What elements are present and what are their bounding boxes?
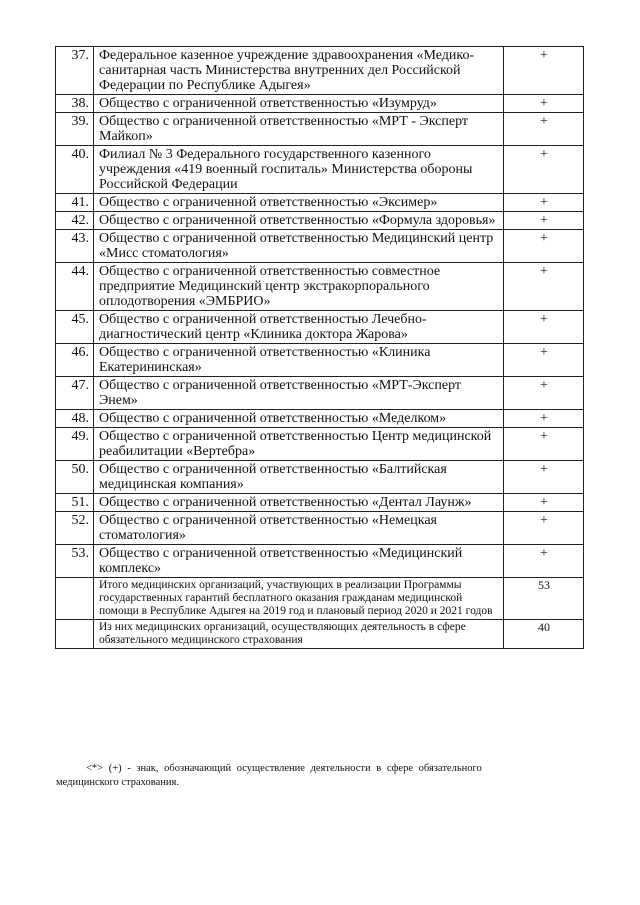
organization-name: Общество с ограниченной ответственностью «Немецкая стоматология» [94, 512, 504, 545]
totals-value: 53 [504, 578, 584, 620]
table-row [56, 428, 584, 461]
footnote-line-2: медицинского страхования. [56, 777, 179, 788]
row-number: 52. [56, 512, 94, 545]
row-number: 43. [56, 230, 94, 263]
organization-name: Общество с ограниченной ответственностью «Изумруд» [94, 95, 504, 113]
row-number: 39. [56, 113, 94, 146]
row-number: 38. [56, 95, 94, 113]
oms-mark: + [504, 146, 584, 194]
empty-number-cell [56, 620, 94, 649]
table-row [56, 113, 584, 146]
oms-mark: + [504, 377, 584, 410]
oms-mark: + [504, 494, 584, 512]
table-row [56, 461, 584, 494]
organization-name: Общество с ограниченной ответственностью «Меделком» [94, 410, 504, 428]
oms-mark: + [504, 344, 584, 377]
oms-mark: + [504, 545, 584, 578]
table-row [56, 494, 584, 512]
organization-name: Общество с ограниченной ответственностью «МРТ - Эксперт Майкоп» [94, 113, 504, 146]
row-number: 48. [56, 410, 94, 428]
table-row [56, 545, 584, 578]
oms-mark: + [504, 263, 584, 311]
row-number: 40. [56, 146, 94, 194]
oms-mark: + [504, 410, 584, 428]
table-row [56, 230, 584, 263]
organization-name: Филиал № 3 Федерального государственного казенного учреждения «419 военный госпиталь» Министерства обороны Российской Федерации [94, 146, 504, 194]
oms-mark: + [504, 428, 584, 461]
table-row [56, 212, 584, 230]
oms-mark: + [504, 311, 584, 344]
organization-name: Федеральное казенное учреждение здравоохранения «Медико-санитарная часть Министерства внутренних дел Российской Федерации по Республике Адыгея» [94, 47, 504, 95]
row-number: 44. [56, 263, 94, 311]
table-row [56, 146, 584, 194]
table-row [56, 512, 584, 545]
totals-row [56, 578, 584, 620]
row-number: 41. [56, 194, 94, 212]
row-number: 42. [56, 212, 94, 230]
row-number: 53. [56, 545, 94, 578]
oms-mark: + [504, 95, 584, 113]
organizations-table [55, 46, 584, 649]
oms-mark: + [504, 47, 584, 95]
table-row [56, 377, 584, 410]
organization-name: Общество с ограниченной ответственностью совместное предприятие Медицинский центр экстракорпорального оплодотворения «ЭМБРИО» [94, 263, 504, 311]
table-row [56, 311, 584, 344]
organization-name: Общество с ограниченной ответственностью Лечебно-диагностический центр «Клиника доктора Жарова» [94, 311, 504, 344]
footnote-line-1: <*> (+) - знак, обозначающий осуществление деятельности в сфере обязательного [86, 763, 482, 774]
oms-mark: + [504, 113, 584, 146]
table-row [56, 95, 584, 113]
organization-name: Общество с ограниченной ответственностью «МРТ-Эксперт Энем» [94, 377, 504, 410]
totals-label: Итого медицинских организаций, участвующих в реализации Программы государственных гарантий бесплатного оказания гражданам медицинской помощи в Республике Адыгея на 2019 год и плановый период 2020 и 2021 годов [94, 578, 504, 620]
row-number: 49. [56, 428, 94, 461]
empty-number-cell [56, 578, 94, 620]
oms-mark: + [504, 194, 584, 212]
organization-name: Общество с ограниченной ответственностью «Дентал Лаунж» [94, 494, 504, 512]
organizations-table-body [56, 47, 584, 649]
oms-mark: + [504, 461, 584, 494]
totals-row [56, 620, 584, 649]
row-number: 37. [56, 47, 94, 95]
organization-name: Общество с ограниченной ответственностью Центр медицинской реабилитации «Вертебра» [94, 428, 504, 461]
totals-label: Из них медицинских организаций, осуществляющих деятельность в сфере обязательного медицинского страхования [94, 620, 504, 649]
table-row [56, 344, 584, 377]
organization-name: Общество с ограниченной ответственностью «Формула здоровья» [94, 212, 504, 230]
oms-mark: + [504, 230, 584, 263]
organization-name: Общество с ограниченной ответственностью Медицинский центр «Мисс стоматология» [94, 230, 504, 263]
table-row [56, 410, 584, 428]
oms-mark: + [504, 512, 584, 545]
totals-value: 40 [504, 620, 584, 649]
oms-mark: + [504, 212, 584, 230]
table-row [56, 263, 584, 311]
table-row [56, 47, 584, 95]
organization-name: Общество с ограниченной ответственностью «Клиника Екатерининская» [94, 344, 504, 377]
row-number: 45. [56, 311, 94, 344]
row-number: 47. [56, 377, 94, 410]
table-row [56, 194, 584, 212]
row-number: 46. [56, 344, 94, 377]
organization-name: Общество с ограниченной ответственностью «Медицинский комплекс» [94, 545, 504, 578]
organization-name: Общество с ограниченной ответственностью «Эксимер» [94, 194, 504, 212]
row-number: 51. [56, 494, 94, 512]
organization-name: Общество с ограниченной ответственностью «Балтийская медицинская компания» [94, 461, 504, 494]
row-number: 50. [56, 461, 94, 494]
